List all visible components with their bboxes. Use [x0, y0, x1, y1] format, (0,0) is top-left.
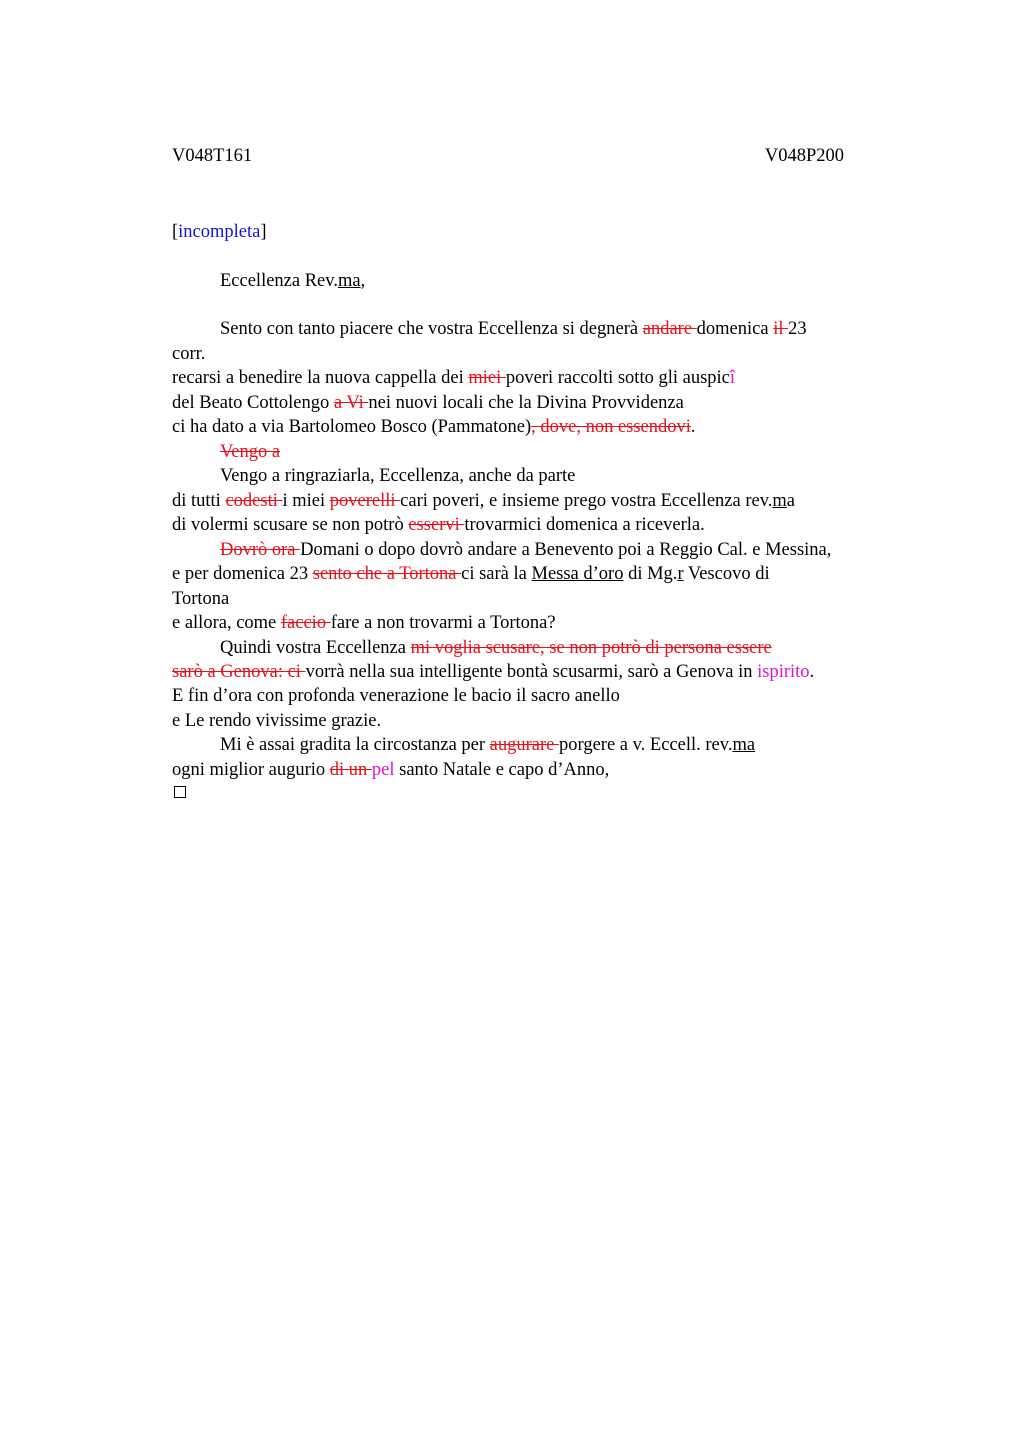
text: Vescovo di — [683, 564, 770, 584]
text-line-8 — [172, 490, 795, 512]
text: Quindi vostra Eccellenza — [220, 638, 411, 658]
deleted-text: Vengo a — [220, 442, 281, 462]
text: ci sarà la — [461, 564, 532, 584]
text-line-9 — [172, 514, 705, 536]
text-line-12 — [172, 588, 229, 610]
text-line-18 — [220, 734, 755, 756]
deleted-text: a Vi — [333, 393, 369, 413]
text: e Le rendo vivissime grazie. — [172, 711, 382, 731]
deleted-text: mi voglia scusare, se non potrò di persona essere — [410, 638, 772, 658]
inserted-text: pel — [371, 760, 395, 780]
salutation — [220, 270, 365, 292]
text: corr. — [172, 344, 206, 364]
text: fare a non trovarmi a Tortona? — [330, 613, 556, 633]
underlined-text: ma — [732, 735, 756, 755]
deleted-text: miei — [468, 368, 506, 388]
text-line-19 — [172, 759, 609, 781]
text: vorrà nella sua intelligente bontà scusarmi, sarò a Genova in — [305, 662, 758, 682]
text: i miei — [282, 491, 330, 511]
text-line-4 — [172, 392, 684, 414]
text: 23 — [788, 319, 807, 339]
right-document-code: V048P200 — [764, 146, 844, 166]
end-square-icon — [174, 786, 186, 798]
text: di volermi scusare se non potrò — [172, 515, 409, 535]
text-line-14 — [220, 637, 772, 659]
text: porgere a v. Eccell. rev. — [559, 735, 733, 755]
text: e per domenica 23 — [172, 564, 313, 584]
text-line-1 — [220, 318, 807, 340]
text: trovarmici domenica a riceverla. — [464, 515, 705, 535]
status-incompleta: incompleta — [178, 222, 261, 242]
text-line-2 — [172, 343, 205, 365]
text: santo Natale e capo d’Anno, — [394, 760, 610, 780]
deleted-text: augurare — [489, 735, 560, 755]
text-line-7 — [220, 465, 575, 487]
text: Mi è assai gradita la circostanza per — [220, 735, 490, 755]
bracket-open: [ — [172, 222, 179, 242]
text: domenica — [696, 319, 774, 339]
text-line-5 — [172, 416, 696, 438]
deleted-text: il — [773, 319, 789, 339]
text: Vengo a ringraziarla, Eccellenza, anche da parte — [220, 466, 576, 486]
deleted-text: Dovrò ora — [220, 540, 301, 560]
text: di tutti — [172, 491, 226, 511]
bracket-close: ] — [260, 222, 267, 242]
text: . — [690, 417, 696, 437]
text: Domani o dopo dovrò andare a Benevento poi a Reggio Cal. e Messina, — [300, 540, 832, 560]
text-line-13 — [172, 612, 556, 634]
text-line-15 — [172, 661, 814, 683]
inserted-text: î — [729, 368, 736, 388]
text: nei nuovi locali che la Divina Provvidenza — [368, 393, 684, 413]
text: . — [809, 662, 815, 682]
text: Tortona — [172, 589, 230, 609]
underlined-text: Messa d’oro — [531, 564, 624, 584]
text: recarsi a benedire la nuova cappella dei — [172, 368, 469, 388]
deleted-text: faccio — [280, 613, 331, 633]
underlined-text: m — [772, 491, 787, 511]
status-note — [172, 221, 267, 243]
inserted-text: ispirito — [757, 662, 810, 682]
text: e allora, come — [172, 613, 281, 633]
text-line-6 — [220, 441, 280, 463]
deleted-text: poverelli — [329, 491, 401, 511]
text-line-11 — [172, 563, 770, 585]
text: del Beato Cottolengo — [172, 393, 334, 413]
salutation-abbr: ma — [337, 271, 361, 291]
text-line-16 — [172, 685, 620, 707]
text: ogni miglior augurio — [172, 760, 330, 780]
deleted-text: di un — [329, 760, 372, 780]
deleted-text: sarò a Genova: ci — [172, 662, 306, 682]
deleted-text: codesti — [225, 491, 283, 511]
text-line-3 — [172, 367, 735, 389]
text: Sento con tanto piacere che vostra Eccellenza si degnerà — [220, 319, 643, 339]
text-line-17 — [172, 710, 381, 732]
underlined-text: r — [677, 564, 684, 584]
deleted-text: , dove, non essendovi — [531, 417, 691, 437]
text: poveri raccolti sotto gli auspic — [505, 368, 730, 388]
text: a — [786, 491, 795, 511]
deleted-text: sento che a Tortona — [312, 564, 462, 584]
text: ci ha dato a via Bartolomeo Bosco (Pammatone) — [172, 417, 532, 437]
text: cari poveri, e insieme prego vostra Eccellenza rev. — [400, 491, 773, 511]
salutation-comma: , — [360, 271, 366, 291]
text: E fin d’ora con profonda venerazione le bacio il sacro anello — [172, 686, 620, 706]
left-document-code: V048T161 — [172, 146, 253, 166]
salutation-text: Eccellenza Rev. — [220, 271, 338, 291]
deleted-text: esservi — [408, 515, 465, 535]
deleted-text: andare — [642, 319, 697, 339]
text-line-10 — [220, 539, 831, 561]
text: di Mg. — [623, 564, 678, 584]
